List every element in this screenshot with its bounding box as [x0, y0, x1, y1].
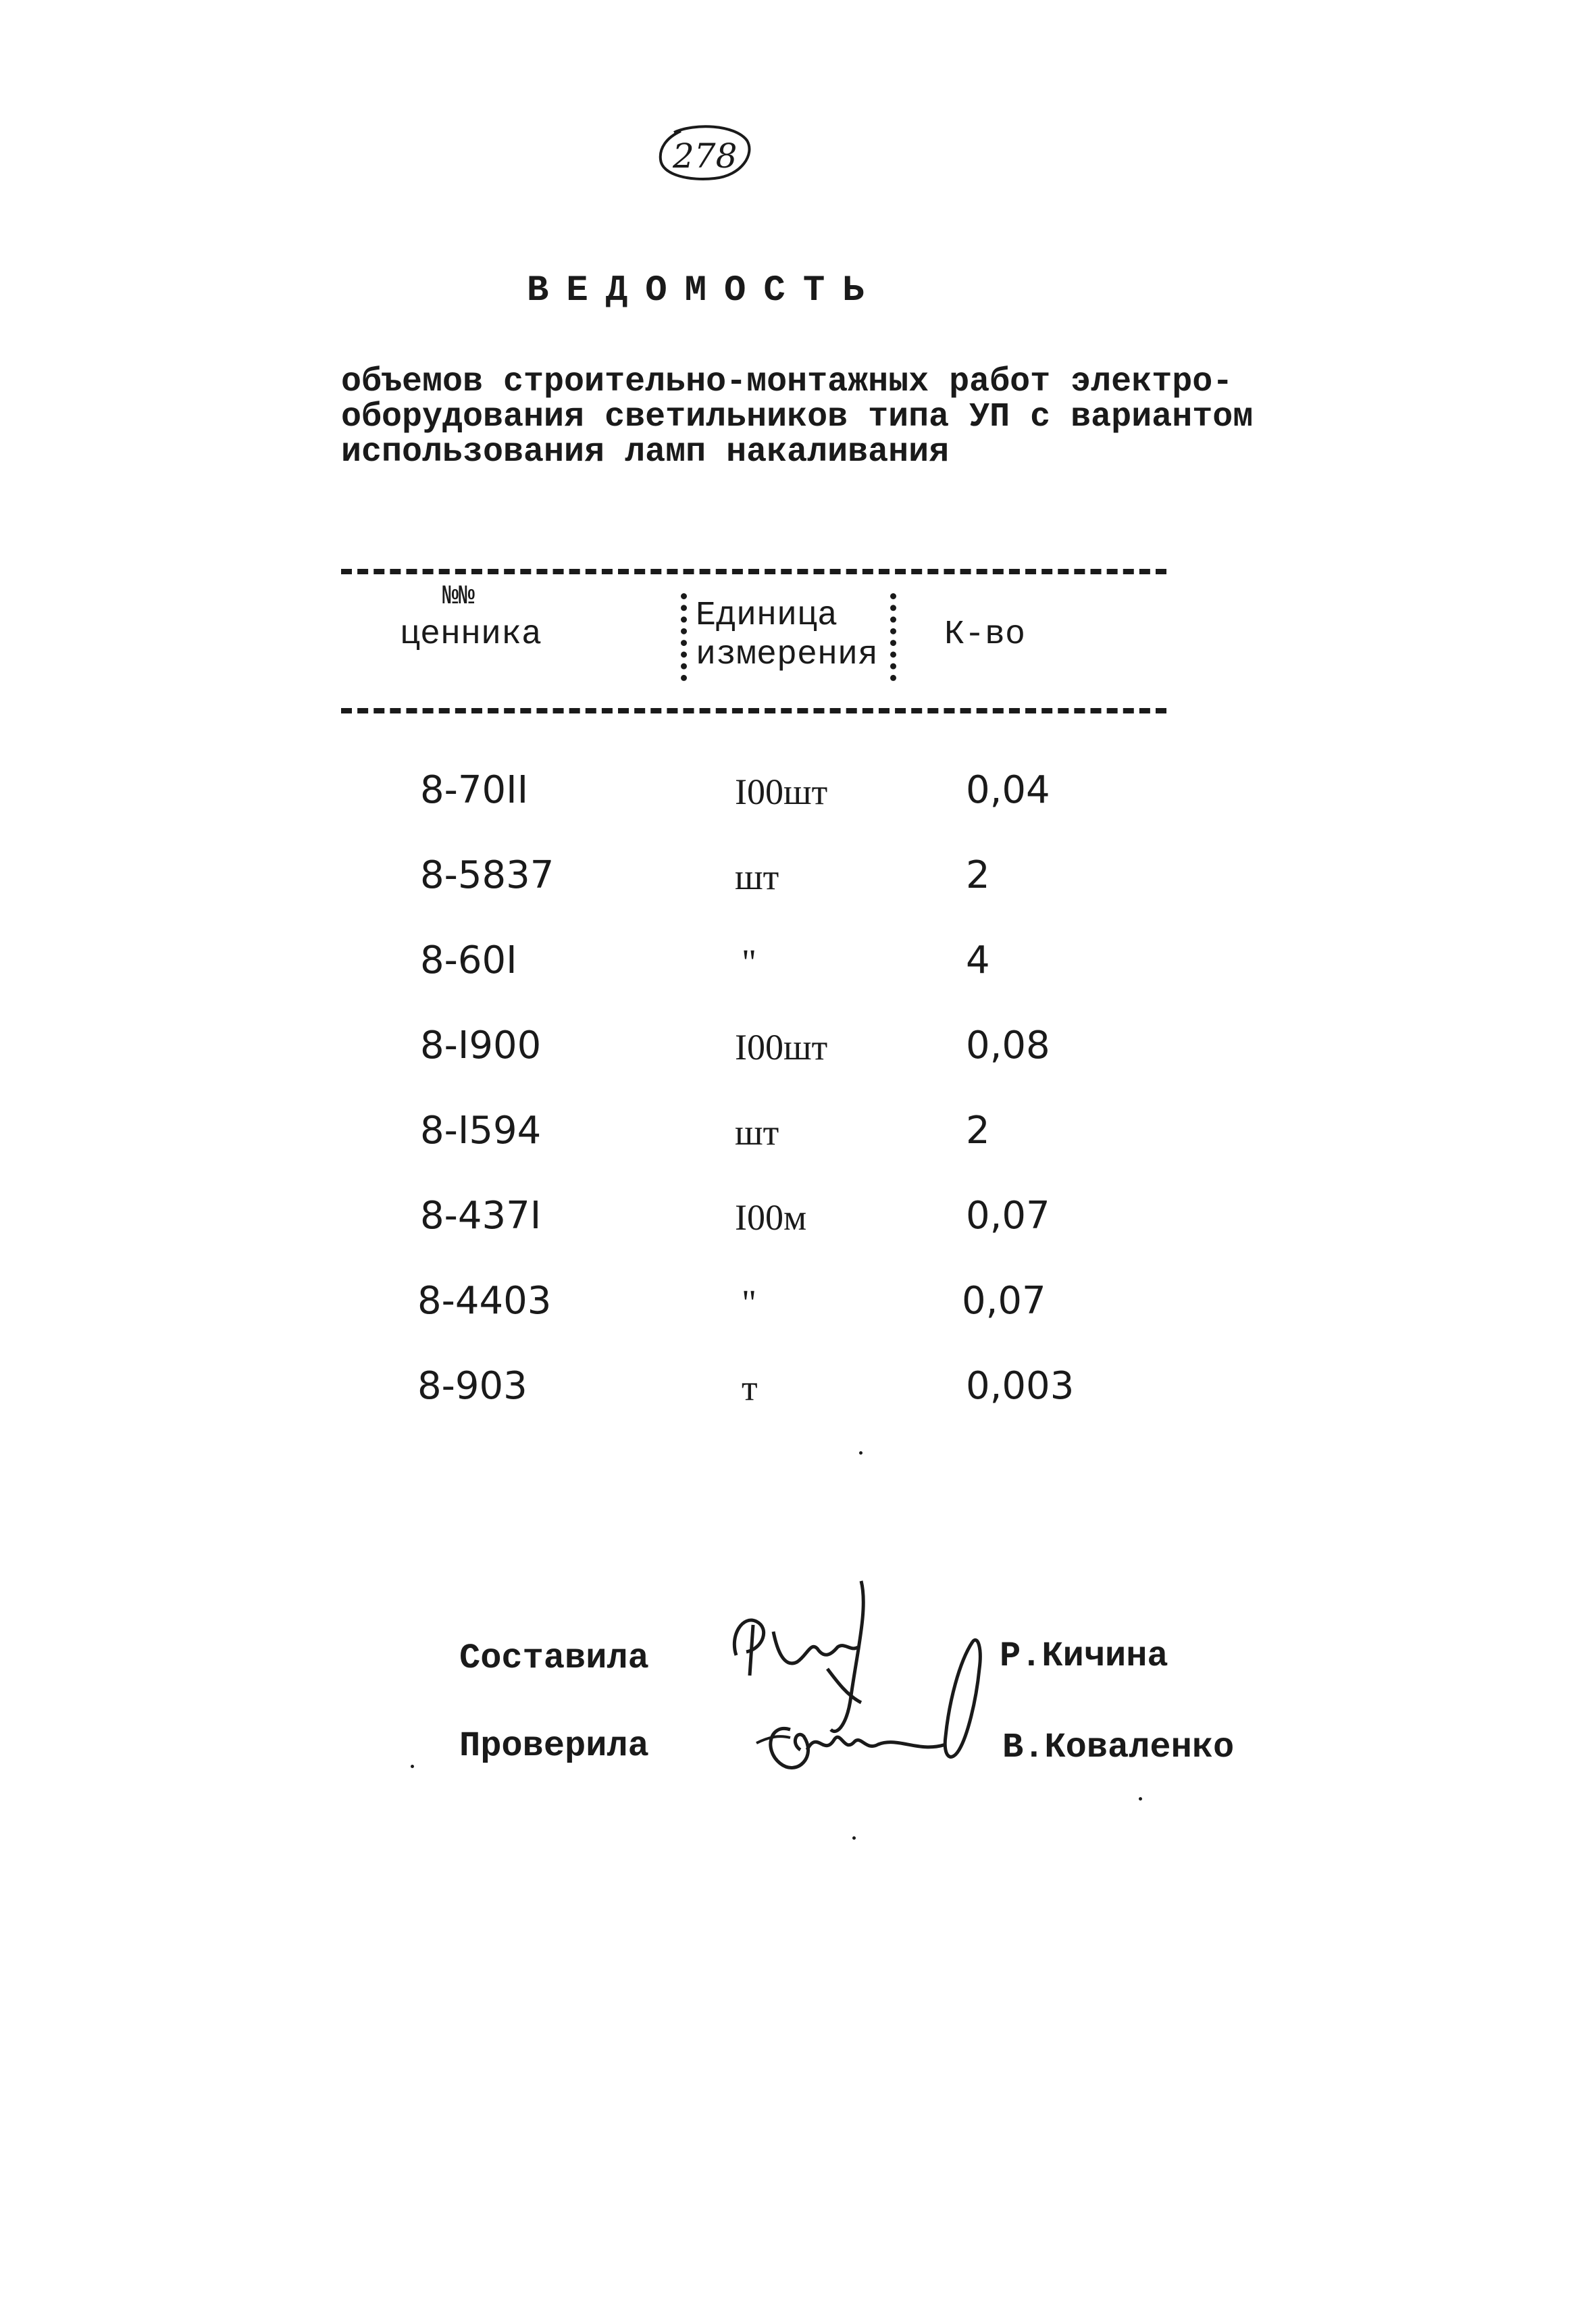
signature-compiled-icon — [716, 1567, 1000, 1811]
header-separator-1 — [681, 593, 687, 681]
row-4-unit: I00шт — [735, 1027, 828, 1067]
row-3-unit: " — [742, 942, 757, 982]
stray-dot-2 — [411, 1765, 414, 1768]
document-title: ВЕДОМОСТЬ — [527, 270, 882, 311]
row-4-code: 8-I900 — [420, 1024, 542, 1067]
row-7-code: 8-4403 — [417, 1279, 552, 1323]
header-unit-line1: Единица — [696, 597, 838, 635]
checked-by-name: В.Коваленко — [1002, 1728, 1235, 1767]
subtitle-line-1: объемов строительно-монтажных работ электро- — [341, 363, 1233, 401]
document-subtitle — [341, 365, 1354, 470]
row-4-qty: 0,08 — [966, 1024, 1050, 1067]
header-separator-2 — [890, 593, 896, 681]
compiled-by-label: Составила — [459, 1638, 649, 1678]
subtitle-line-2: оборудования светильников типа УП с вариантом — [341, 398, 1254, 436]
row-2-qty: 2 — [966, 853, 990, 897]
row-6-unit: I00м — [735, 1197, 807, 1238]
row-6-code: 8-437I — [420, 1194, 542, 1238]
page-number — [654, 122, 755, 184]
row-7-unit: " — [742, 1282, 757, 1323]
row-2-code: 8-5837 — [420, 853, 555, 897]
row-3-code: 8-60I — [420, 938, 517, 982]
row-8-qty: 0,003 — [966, 1364, 1075, 1408]
row-2-unit: шт — [735, 857, 779, 897]
row-7-qty: 0,07 — [962, 1279, 1046, 1323]
header-number-sign: №№ — [442, 582, 475, 612]
row-1-unit: I00шт — [735, 772, 828, 812]
header-unit-line2: измерения — [696, 636, 879, 674]
row-1-qty: 0,04 — [966, 768, 1050, 812]
stray-dot-1 — [859, 1451, 863, 1455]
table-header-rule — [341, 708, 1166, 713]
row-5-unit: шт — [735, 1112, 779, 1153]
row-6-qty: 0,07 — [966, 1194, 1050, 1238]
row-5-code: 8-I594 — [420, 1109, 542, 1153]
row-8-code: 8-903 — [417, 1364, 527, 1408]
row-3-qty: 4 — [966, 938, 990, 982]
header-quantity: К-во — [944, 615, 1026, 654]
row-1-code: 8-70II — [420, 768, 529, 812]
row-5-qty: 2 — [966, 1109, 990, 1153]
header-price-code: ценника — [400, 615, 542, 654]
table-top-rule — [341, 569, 1166, 574]
compiled-by-name: Р.Кичина — [1000, 1636, 1168, 1676]
subtitle-line-3: использования ламп накаливания — [341, 433, 950, 472]
page-number-text: 278 — [673, 136, 738, 176]
stray-dot-4 — [1139, 1797, 1142, 1801]
row-8-unit: т — [742, 1367, 758, 1408]
stray-dot-3 — [852, 1836, 856, 1840]
checked-by-label: Проверила — [459, 1726, 649, 1766]
